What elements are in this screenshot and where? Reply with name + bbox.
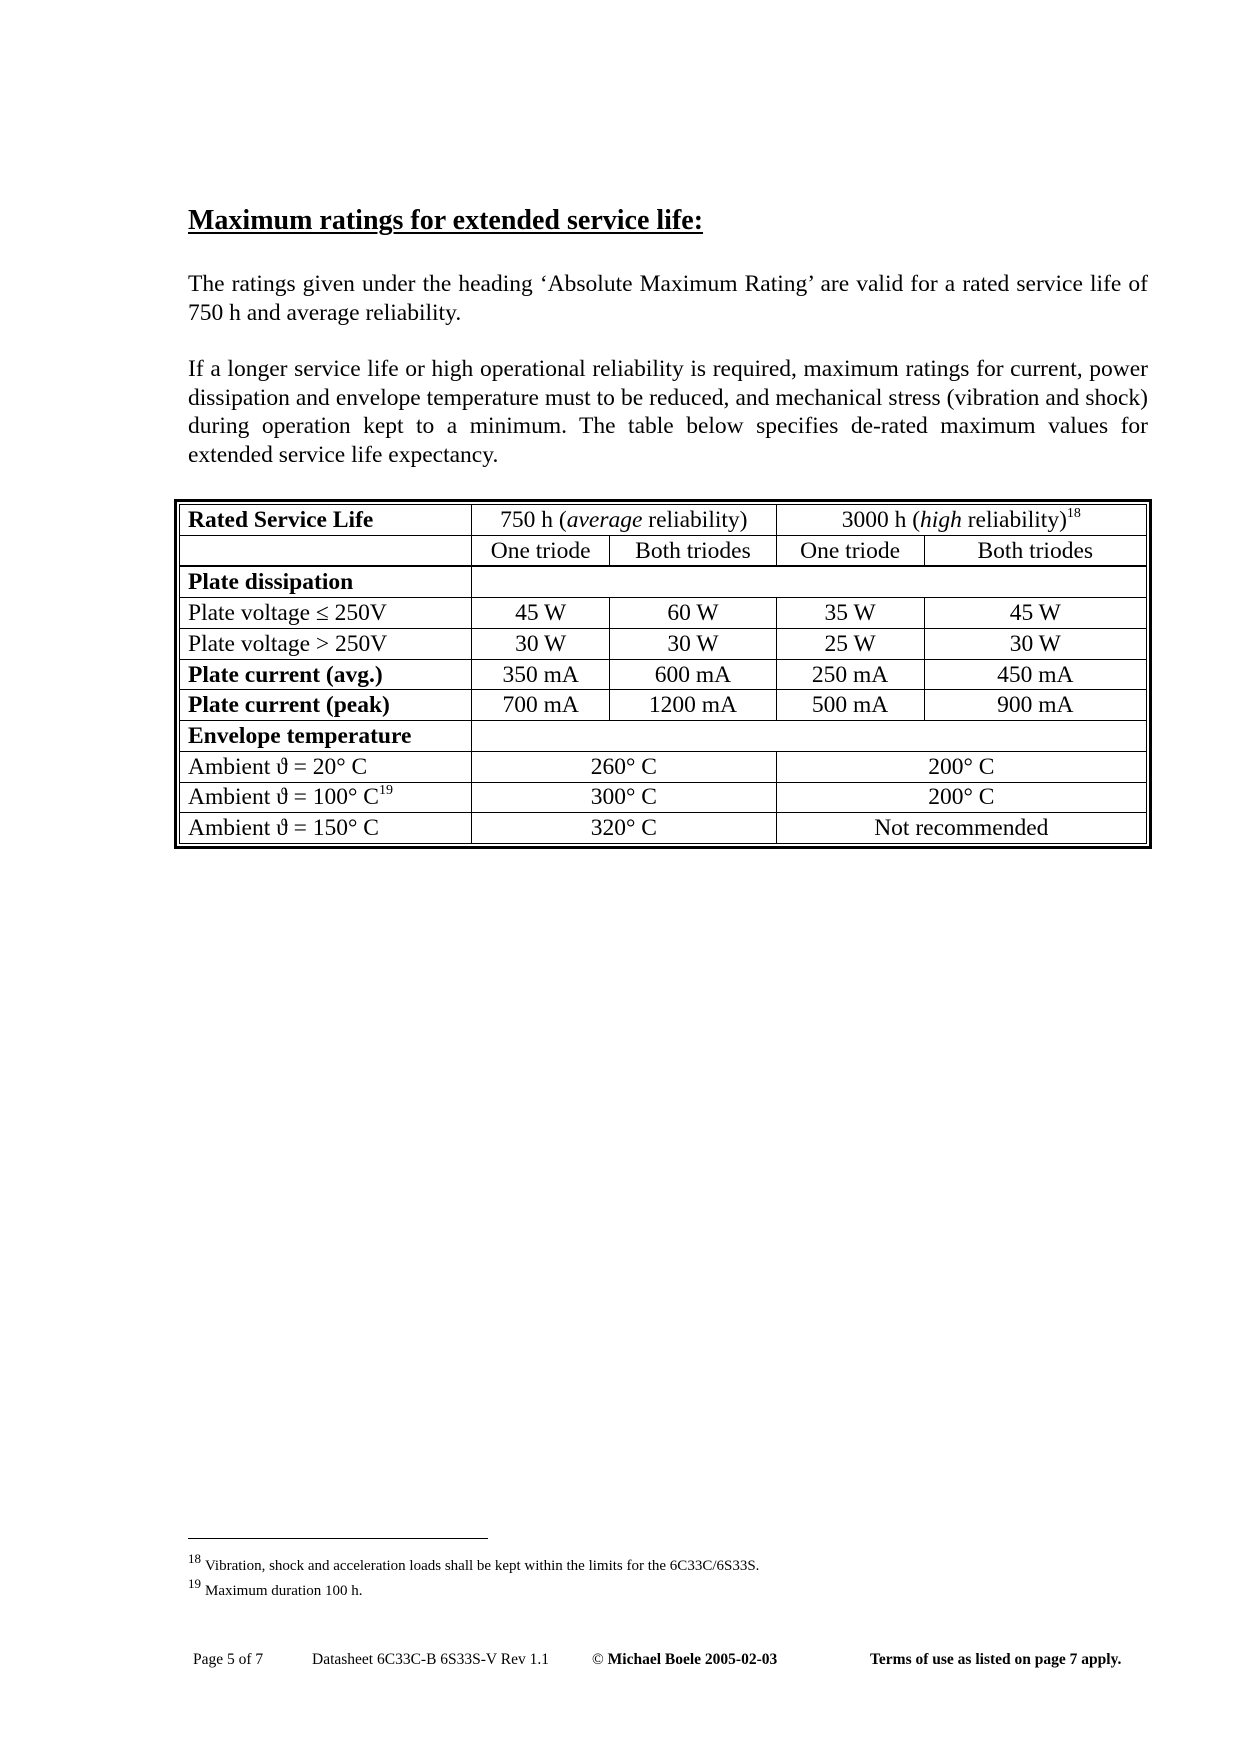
table-cell: 60 W [610, 598, 776, 629]
table-cell: Not recommended [776, 813, 1146, 844]
row-label: Plate current (peak) [180, 690, 472, 721]
table-cell: 900 mA [924, 690, 1146, 721]
table-cell: 320° C [472, 813, 777, 844]
empty-cell [472, 721, 1147, 752]
table-cell: 250 mA [776, 659, 924, 690]
table-cell: 260° C [472, 751, 777, 782]
rated-service-life-label: Rated Service Life [180, 505, 472, 536]
footnote-19: 19 Maximum duration 100 h. [188, 1576, 363, 1599]
table-subheader-row [180, 535, 1147, 566]
col-3000h-header: 3000 h (high reliability)$^{18}$ [776, 505, 1146, 536]
table-row [180, 751, 1147, 782]
table-cell: 600 mA [610, 659, 776, 690]
row-label: Plate current (avg.) [180, 659, 472, 690]
table-row [180, 659, 1147, 690]
footnote-ref-19: 19 [378, 783, 393, 799]
footer-copyright: © Michael Boele 2005-02-03 [592, 1651, 778, 1668]
table-cell: 300° C [472, 782, 777, 813]
copyright-icon: © [592, 1651, 604, 1668]
table-row [180, 782, 1147, 813]
table-cell: 1200 mA [610, 690, 776, 721]
empty-cell [180, 535, 472, 566]
envelope-temperature-label: Envelope temperature [180, 721, 472, 752]
table-cell: 200° C [776, 751, 1146, 782]
empty-cell [472, 566, 1147, 597]
derating-paragraph: If a longer service life or high operational reliability is required, maximum ratings for current, power dissipation and envelope temperature must to be reduced, and mechanical stress (vibration and shock) during operation kept to a minimum. The table below specifies de-rated maximum values for extended service life expectancy. [188, 356, 1148, 469]
table-cell: 30 W [610, 628, 776, 659]
table-cell: 200° C [776, 782, 1146, 813]
section-heading: Maximum ratings for extended service life: [188, 205, 704, 236]
ratings-table-frame [174, 499, 1152, 849]
table-row [180, 813, 1147, 844]
table-cell: 30 W [924, 628, 1146, 659]
row-label: Plate voltage ≤ 250V [180, 598, 472, 629]
subheader-cell: One triode [776, 535, 924, 566]
footnote-divider [188, 1538, 488, 1539]
table-row [180, 628, 1147, 659]
intro-paragraph: The ratings given under the heading ‘Absolute Maximum Rating’ are valid for a rated service life of 750 h and average reliability. [188, 271, 1148, 326]
table-cell: 45 W [924, 598, 1146, 629]
subheader-cell: Both triodes [610, 535, 776, 566]
row-label: Plate voltage > 250V [180, 628, 472, 659]
table-cell: 350 mA [472, 659, 610, 690]
table-cell: 25 W [776, 628, 924, 659]
footer-datasheet: Datasheet 6C33C-B 6S33S-V Rev 1.1 [312, 1651, 549, 1668]
footnote-ref-18: 18 [1066, 505, 1081, 521]
table-cell: 30 W [472, 628, 610, 659]
subheader-cell: Both triodes [924, 535, 1146, 566]
ratings-table [179, 504, 1147, 844]
plate-dissipation-label: Plate dissipation [180, 566, 472, 597]
table-row [180, 598, 1147, 629]
footer-terms: Terms of use as listed on page 7 apply. [870, 1651, 1122, 1668]
table-cell: 700 mA [472, 690, 610, 721]
footnote-18: 18 Vibration, shock and acceleration loads shall be kept within the limits for the 6C33C/6S33S. [188, 1551, 760, 1574]
table-cell: 500 mA [776, 690, 924, 721]
row-label: Ambient ϑ = 150° C [180, 813, 472, 844]
table-header-row [180, 505, 1147, 536]
table-cell: 35 W [776, 598, 924, 629]
subheader-cell: One triode [472, 535, 610, 566]
footer-page-number: Page 5 of 7 [193, 1651, 264, 1668]
table-row [180, 690, 1147, 721]
envelope-section-row [180, 721, 1147, 752]
table-cell: 450 mA [924, 659, 1146, 690]
row-label: Ambient ϑ = 100° $C^{19}$ [180, 782, 472, 813]
plate-dissipation-section-row [180, 566, 1147, 597]
row-label: Ambient ϑ = 20° C [180, 751, 472, 782]
table-cell: 45 W [472, 598, 610, 629]
col-750h-header: 750 h (average reliability) [472, 505, 777, 536]
